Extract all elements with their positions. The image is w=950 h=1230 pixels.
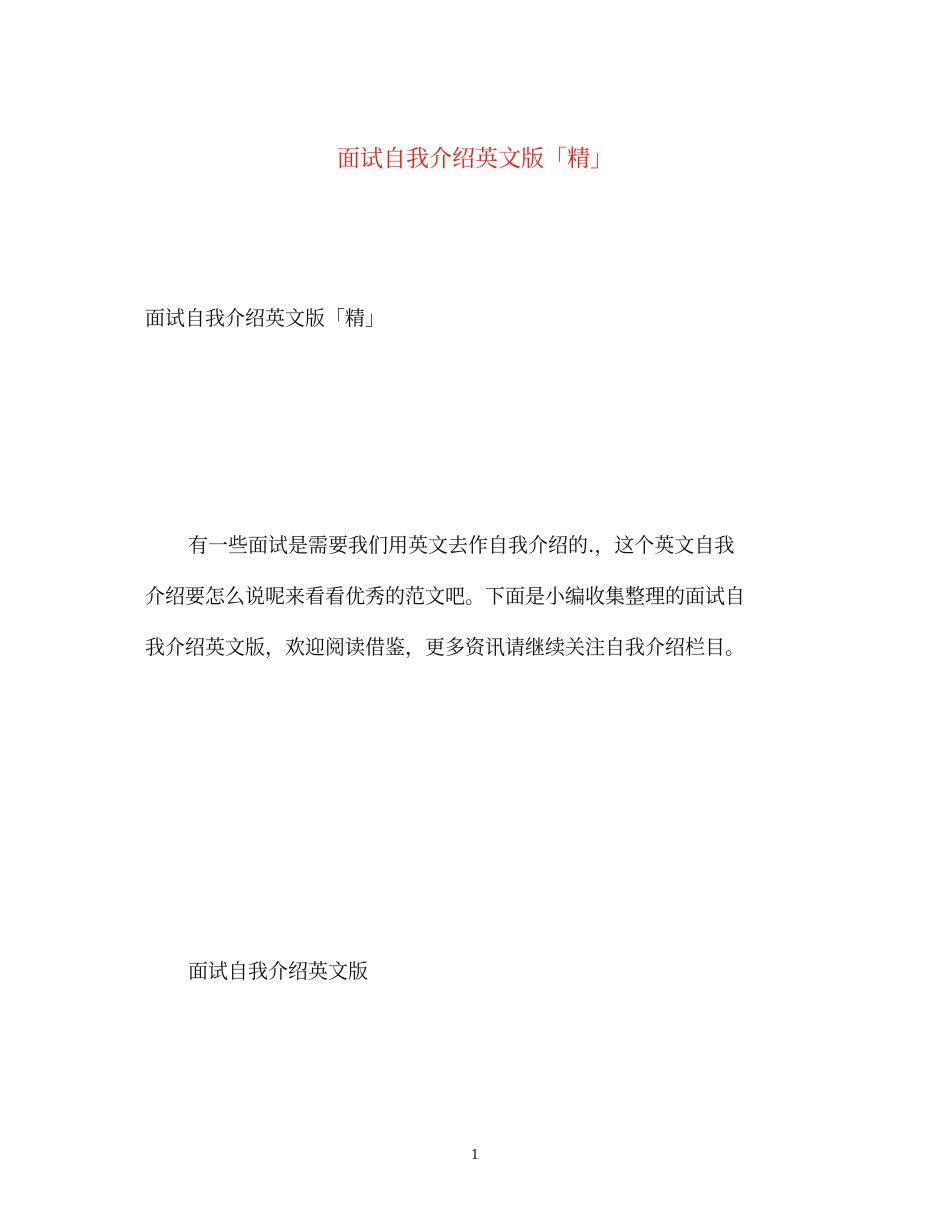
document-subtitle: 面试自我介绍英文版「精」	[145, 306, 385, 330]
intro-line-2: 介绍要怎么说呢来看看优秀的范文吧。下面是小编收集整理的面试自	[145, 584, 745, 608]
section-heading: 面试自我介绍英文版	[188, 959, 368, 983]
intro-line-3: 我介绍英文版，欢迎阅读借鉴，更多资讯请继续关注自我介绍栏目。	[145, 635, 745, 659]
intro-paragraph	[145, 520, 805, 673]
page-number: 1	[470, 1148, 480, 1163]
document-title: 面试自我介绍英文版「精」	[337, 146, 613, 172]
intro-line-1: 有一些面试是需要我们用英文去作自我介绍的.，这个英文自我	[188, 533, 735, 557]
